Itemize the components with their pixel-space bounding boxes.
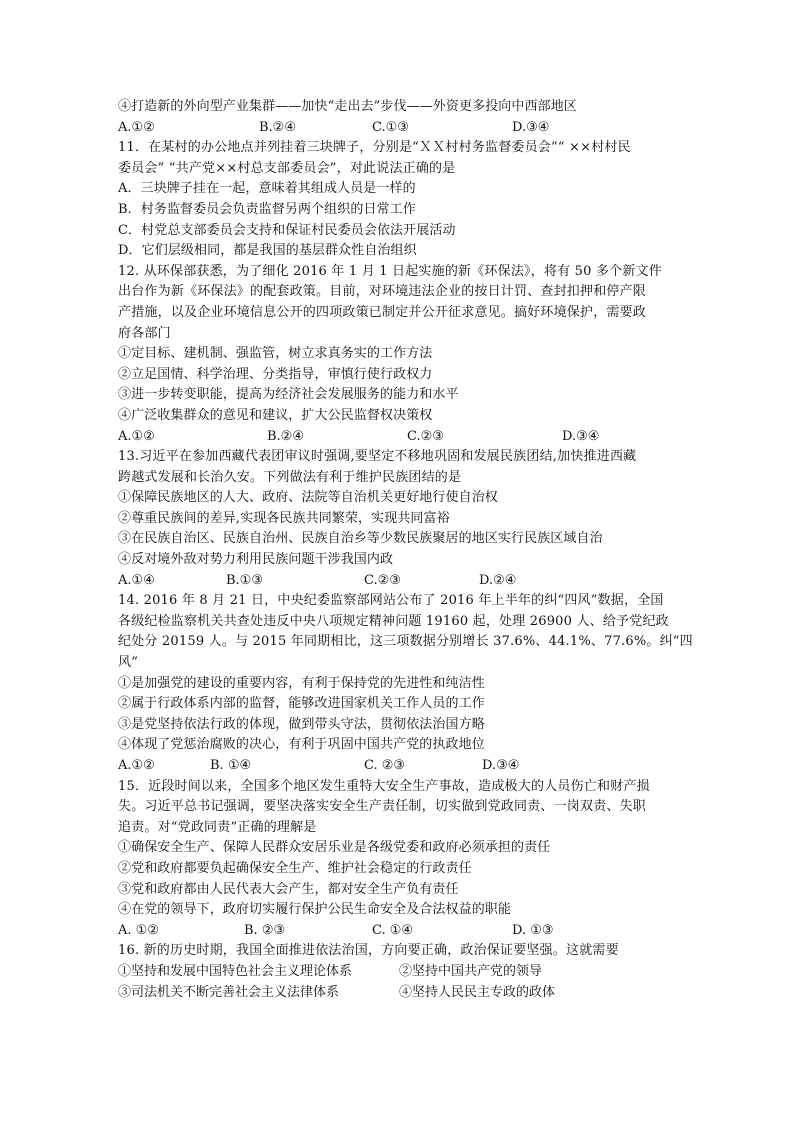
- question-14: [118, 591, 693, 776]
- option-2: ②党和政府都要负起确保安全生产、维护社会稳定的行政责任: [118, 860, 472, 876]
- choice-c: C. ①④: [372, 922, 414, 938]
- answer-choices: [118, 756, 678, 777]
- option-b: B．村务监督委员会负责监督另两个组织的日常工作: [118, 201, 416, 217]
- choice-a: A.①②: [118, 428, 155, 444]
- option-c: C．村党总支部委员会支持和保证村民委员会依法开展活动: [118, 222, 456, 238]
- choice-c: C.①③: [372, 119, 409, 135]
- question-stem-line: 11．在某村的办公地点并列挂着三块牌子，分别是“ＸＸ村村务监督委员会”“ ××村村民: [118, 140, 631, 156]
- option-3: ③进一步转变职能，提高为经济社会发展服务的能力和水平: [118, 387, 459, 403]
- answer-choices: [118, 118, 678, 139]
- choice-d: D.③④: [562, 428, 600, 444]
- answer-choices: [118, 921, 678, 942]
- question-stem-line: 13.习近平在参加西藏代表团审议时强调,要坚定不移地巩固和发展民族团结,加快推进西藏: [118, 449, 637, 465]
- question-stem-line: 跨越式发展和长治久安。下列做法有利于维护民族团结的是: [118, 469, 462, 485]
- choice-a: A.①②: [118, 758, 155, 773]
- option-2: ②坚持中国共产党的领导: [399, 963, 543, 979]
- question-stem-line: 纪处分 20159 人。与 2015 年同期相比，这三项数据分别增长 37.6%、44.1%、77.6%。纠“四: [118, 634, 693, 650]
- question-11: [118, 138, 678, 262]
- choice-c: C.②③: [364, 572, 401, 588]
- question-10-tail: [118, 97, 678, 138]
- question-stem-line: 府各部门: [118, 325, 171, 341]
- question-stem-line: 委员会” “共产党××村总支部委员会”，对此说法正确的是: [118, 160, 456, 176]
- question-stem-line: 16. 新的历史时期，我国全面推进依法治国，方向要正确，政治保证要坚强。这就需要: [118, 943, 619, 959]
- choice-d: D.③④: [482, 758, 520, 773]
- option-3: ③是党坚持依法行政的体现，做到带头守法，贯彻依法治国方略: [118, 716, 485, 732]
- choice-d: D. ①③: [512, 922, 554, 938]
- option-d: D．它们层级相同，都是我国的基层群众性自治组织: [118, 243, 417, 259]
- choice-b: B.②④: [267, 428, 304, 444]
- choice-b: B.①③: [226, 572, 263, 588]
- option-1: ①确保安全生产、保障人民群众安居乐业是各级党委和政府必须承担的责任: [118, 840, 551, 856]
- option-a: A．三块牌子挂在一起，意味着其组成人员是一样的: [118, 181, 416, 197]
- option-1: ①坚持和发展中国特色社会主义理论体系: [118, 963, 353, 979]
- question-stem-line: 失。习近平总书记强调，要坚决落实安全生产责任制，切实做到党政同责、一岗双责、失职: [118, 799, 647, 815]
- option-2: ②尊重民族间的差异,实现各民族共同繁荣，实现共同富裕: [118, 510, 450, 526]
- option-2: ②立足国情、科学治理、分类指导，审慎行使行政权力: [118, 366, 433, 382]
- option-3: ③在民族自治区、民族自治州、民族自治乡等少数民族聚居的地区实行民族区域自治: [118, 531, 603, 547]
- option-row: [118, 983, 678, 1004]
- answer-choices: [118, 427, 678, 448]
- choice-a: A. ①②: [118, 922, 159, 938]
- choice-a: A.①②: [118, 119, 155, 135]
- question-stem-line: 12. 从环保部获悉，为了细化 2016 年 1 月 1 日起实施的新《环保法》，将有 50 多个新文件: [118, 263, 662, 279]
- option-4: ④打造新的外向型产业集群——加快“走出去”步伐——外资更多投向中西部地区: [118, 99, 577, 114]
- option-1: ①保障民族地区的人大、政府、法院等自治机关更好地行使自治权: [118, 490, 498, 506]
- choice-b: B. ①④: [210, 758, 252, 773]
- choice-c: C. ②③: [364, 758, 406, 773]
- question-stem-line: 各级纪检监察机关共查处违反中央八项规定精神问题 19160 起，处理 26900 人、给予党纪政: [118, 613, 669, 629]
- exam-page: [118, 97, 693, 1003]
- option-4: ④反对境外敌对势力利用民族问题干涉我国内政: [118, 552, 394, 568]
- question-stem-line: 14. 2016 年 8 月 21 日，中央纪委监察部网站公布了 2016 年上半年的纠“四风”数据，全国: [118, 593, 664, 609]
- option-1: ①是加强党的建设的重要内容，有利于保持党的先进性和纯洁性: [118, 675, 485, 691]
- choice-a: A.①④: [118, 572, 155, 588]
- choice-b: B.②④: [259, 119, 296, 135]
- question-16: [118, 941, 678, 1003]
- choice-c: C.②③: [407, 428, 444, 444]
- answer-choices: [118, 571, 678, 592]
- question-stem-line: 出台作为新《环保法》的配套政策。目前，对环境违法企业的按日计罚、查封扣押和停产限: [118, 284, 647, 300]
- option-1: ①定目标、建机制、强监管，树立求真务实的工作方法: [118, 346, 433, 362]
- question-stem-line: 产措施，以及企业环境信息公开的四项政策已制定并公开征求意见。搞好环境保护，需要政: [118, 304, 647, 320]
- question-stem-line: 15．近段时间以来，全国多个地区发生重特大安全生产事故，造成极大的人员伤亡和财产损: [118, 778, 650, 794]
- question-15: [118, 777, 678, 942]
- choice-b: B. ②③: [244, 922, 286, 938]
- question-stem-line: 风”: [118, 655, 139, 671]
- option-4: ④在党的领导下，政府切实履行保护公民生命安全及合法权益的职能: [118, 902, 512, 918]
- question-13: [118, 447, 678, 591]
- option-4: ④坚持人民民主专政的政体: [399, 984, 556, 1000]
- option-row: [118, 962, 678, 983]
- question-stem-line: 追责。对“党政同责”正确的理解是: [118, 819, 317, 835]
- option-2: ②属于行政体系内部的监督，能够改进国家机关工作人员的工作: [118, 696, 485, 712]
- option-4: ④体现了党惩治腐败的决心，有利于巩固中国共产党的执政地位: [118, 737, 485, 753]
- question-12: [118, 262, 678, 447]
- option-4: ④广泛收集群众的意见和建议，扩大公民监督权决策权: [118, 407, 433, 423]
- option-3: ③司法机关不断完善社会主义法律体系: [118, 984, 340, 1000]
- choice-d: D.③④: [512, 119, 550, 135]
- choice-d: D.②④: [479, 572, 517, 588]
- option-3: ③党和政府都由人民代表大会产生，都对安全生产负有责任: [118, 881, 459, 897]
